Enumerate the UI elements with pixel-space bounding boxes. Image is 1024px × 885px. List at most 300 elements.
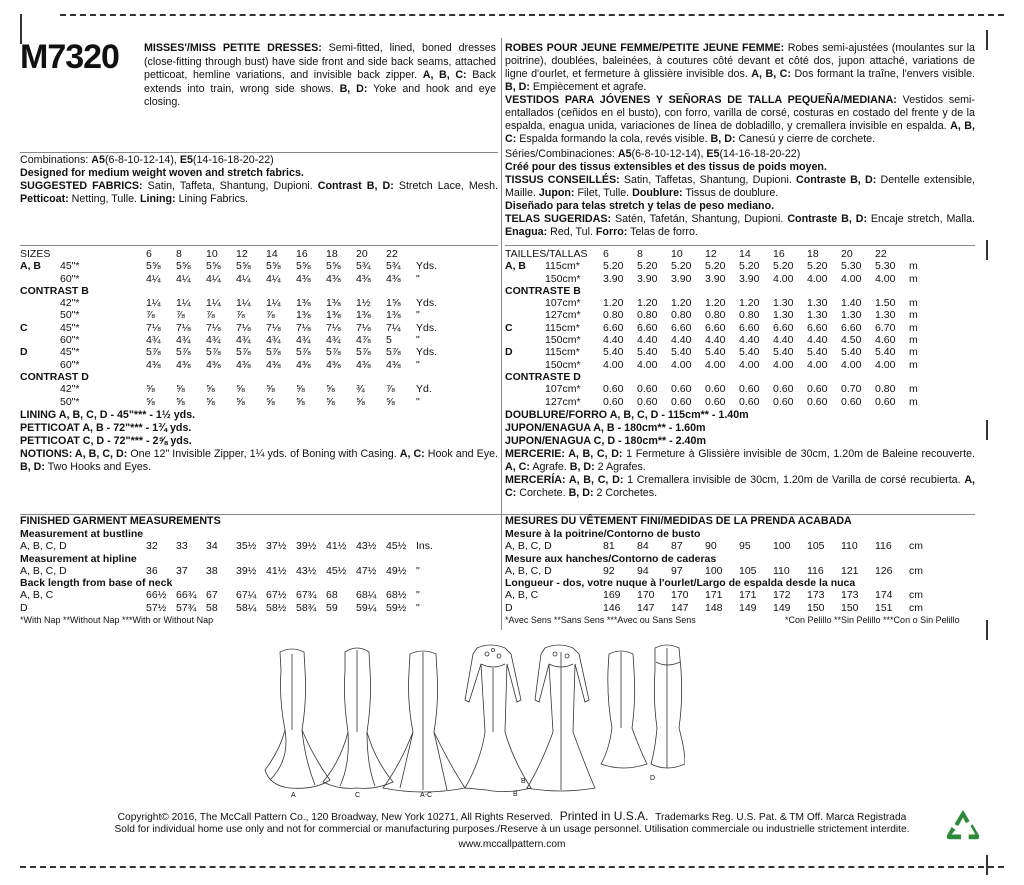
unit-cell: cm bbox=[909, 589, 923, 602]
unit-cell: m bbox=[909, 309, 918, 322]
yardage-row bbox=[505, 273, 933, 285]
petticoat-yardage: PETTICOAT C, D - 72"*** - 2⅝ yds. bbox=[20, 434, 192, 447]
yardage-value: 0.60 bbox=[671, 383, 692, 396]
view-cell: C bbox=[505, 321, 513, 334]
size-header: 6 bbox=[146, 248, 152, 260]
unit-cell: " bbox=[416, 334, 420, 347]
unit-cell: Yds. bbox=[416, 346, 438, 359]
fabric-text: Satin, Taffetas, Shantung, Dupioni. bbox=[619, 174, 796, 186]
yardage-value: 5.40 bbox=[739, 346, 760, 359]
unit-cell: " bbox=[416, 564, 420, 577]
measurement-value: 33 bbox=[176, 540, 188, 553]
fabric-label: Jupon: bbox=[538, 187, 575, 199]
group-title: CONTRAST D bbox=[20, 370, 89, 383]
column-divider bbox=[501, 38, 502, 630]
dress-illustrations bbox=[255, 640, 685, 800]
yardage-value: 3.90 bbox=[637, 272, 658, 285]
yardage-value: 7⅛ bbox=[326, 321, 341, 334]
yardage-value: 4¾ bbox=[236, 334, 251, 347]
yardage-value: 1.30 bbox=[841, 309, 862, 322]
measurement-value: 170 bbox=[637, 589, 655, 602]
yardage-value: 4.00 bbox=[875, 358, 896, 371]
fabric-width: 127cm* bbox=[545, 395, 581, 408]
dress-view-d-back bbox=[651, 645, 685, 768]
measurement-value: 57½ bbox=[146, 601, 167, 614]
view-cell bbox=[20, 297, 60, 309]
view-text: Espalda formando la cola, revés visible. bbox=[516, 133, 711, 145]
view-cell bbox=[505, 273, 545, 285]
yardage-row bbox=[20, 273, 446, 285]
measurement-title: Back length from base of neck bbox=[20, 577, 173, 590]
measurement-value: 151 bbox=[875, 601, 893, 614]
yardage-value: 5⅞ bbox=[296, 346, 311, 359]
section-divider bbox=[20, 245, 498, 246]
fabric-label: Doublure: bbox=[632, 187, 683, 199]
yardage-value: 5.20 bbox=[705, 260, 726, 273]
yardage-value: 5.40 bbox=[841, 346, 862, 359]
yardage-value: ⅝ bbox=[236, 383, 245, 396]
combo-code: A5 bbox=[91, 154, 105, 166]
yardage-value: 0.60 bbox=[841, 395, 862, 408]
size-header: 14 bbox=[266, 248, 278, 260]
yardage-value: 0.80 bbox=[875, 383, 896, 396]
measurement-value: 121 bbox=[841, 564, 859, 577]
fabric-text: Filet, Tulle. bbox=[574, 187, 633, 199]
yardage-value: 1½ bbox=[356, 297, 371, 310]
printed-in: Printed in U.S.A. bbox=[559, 809, 649, 823]
figure-label: B bbox=[521, 778, 526, 785]
notions-text: 1 Fermeture à Glissière invisible de 30cm, 1.20m de Baleine recouverte. bbox=[622, 447, 975, 460]
yardage-value: 4¼ bbox=[236, 272, 251, 285]
yardage-value: 1⅜ bbox=[326, 309, 341, 322]
yardage-value: 3.90 bbox=[739, 272, 760, 285]
measurement-value: 45½ bbox=[326, 564, 347, 577]
fabric-text: Satin, Taffeta, Shantung, Dupioni. bbox=[142, 180, 318, 192]
yardage-value: 4⅜ bbox=[206, 358, 221, 371]
combinations-label: Séries/Combinaciones: bbox=[505, 148, 618, 160]
view-cell: A, B, C, D bbox=[20, 564, 67, 577]
measurement-value: 67¼ bbox=[236, 589, 257, 602]
group-row bbox=[505, 371, 933, 383]
yardage-value: 4.40 bbox=[671, 334, 692, 347]
fabric-width: 60"* bbox=[60, 334, 80, 347]
yardage-value: ⅝ bbox=[176, 395, 185, 408]
yardage-value: 4.00 bbox=[671, 358, 692, 371]
unit-cell: Yds. bbox=[416, 321, 438, 334]
measurement-value: 59½ bbox=[386, 601, 407, 614]
yardage-value: 5.20 bbox=[603, 260, 624, 273]
yardage-value: ⅝ bbox=[206, 395, 215, 408]
yardage-row bbox=[505, 334, 933, 346]
view-cell bbox=[20, 273, 60, 285]
yardage-value: 6.60 bbox=[637, 321, 658, 334]
yardage-value: 5⅞ bbox=[236, 346, 251, 359]
yardage-value: 4.00 bbox=[603, 358, 624, 371]
yardage-value: 1.20 bbox=[637, 297, 658, 310]
fabric-label: Lining: bbox=[140, 193, 176, 205]
figure-label: B bbox=[513, 791, 518, 798]
view-cell bbox=[505, 359, 545, 371]
yardage-value: 5⅝ bbox=[296, 260, 311, 273]
yardage-value: 5⅝ bbox=[206, 260, 221, 273]
yardage-value: 7⅛ bbox=[176, 321, 191, 334]
yardage-value: 4¼ bbox=[146, 272, 161, 285]
yardage-value: 0.80 bbox=[739, 309, 760, 322]
yardage-row bbox=[20, 297, 446, 309]
yardage-value: 5⅞ bbox=[266, 346, 281, 359]
dress-view-b-back bbox=[527, 645, 595, 791]
fabric-text: Netting, Tulle. bbox=[68, 193, 140, 205]
yardage-row bbox=[505, 346, 933, 358]
fabric-width: 115cm* bbox=[545, 321, 580, 334]
yardage-value: 6.60 bbox=[807, 321, 828, 334]
yardage-row bbox=[505, 396, 933, 408]
yardage-value: 0.80 bbox=[637, 309, 658, 322]
yardage-row bbox=[505, 383, 933, 395]
measurement-value: 84 bbox=[637, 540, 649, 553]
yardage-value: 5⅞ bbox=[356, 346, 371, 359]
unit-cell: m bbox=[909, 321, 918, 334]
yardage-value: 5.20 bbox=[671, 260, 692, 273]
measurement-value: 67 bbox=[206, 589, 218, 602]
right-border-mark bbox=[986, 420, 988, 440]
size-header: 8 bbox=[176, 248, 182, 260]
fabric-width: 45"* bbox=[60, 260, 80, 273]
yardage-value: 3.90 bbox=[603, 272, 624, 285]
yardage-value: 4⅜ bbox=[296, 272, 311, 285]
yardage-value: 5⅞ bbox=[206, 346, 221, 359]
view-text: Yoke and hook and eye closing. bbox=[144, 82, 497, 108]
yardage-value: 0.60 bbox=[807, 395, 828, 408]
fabric-text: Stretch Lace, Mesh. bbox=[393, 180, 499, 192]
yardage-value: 1¼ bbox=[176, 297, 191, 310]
measurement-value: 116 bbox=[807, 564, 824, 577]
yardage-value: 1.20 bbox=[603, 297, 624, 310]
yardage-value: ⅝ bbox=[236, 395, 245, 408]
yardage-value: ⅝ bbox=[266, 395, 275, 408]
right-border-mark bbox=[986, 240, 988, 260]
figure-label: C bbox=[355, 792, 361, 799]
yardage-value: 4⅜ bbox=[326, 358, 341, 371]
notions-text: Hook and Eye. bbox=[424, 447, 498, 460]
yardage-value: 1¼ bbox=[236, 297, 251, 310]
fabric-width: 107cm* bbox=[545, 383, 581, 396]
section-divider bbox=[20, 152, 498, 153]
measurement-row bbox=[20, 565, 446, 577]
unit-cell: Yds. bbox=[416, 297, 438, 310]
view-cell bbox=[20, 396, 60, 408]
view-cell: D bbox=[20, 601, 28, 614]
measurement-value: 90 bbox=[705, 540, 717, 553]
measurement-value: 66¾ bbox=[176, 589, 197, 602]
unit-cell: m bbox=[909, 346, 918, 359]
fabric-width: 115cm* bbox=[545, 346, 580, 359]
yardage-value: 5¾ bbox=[386, 260, 401, 273]
view-cell: C bbox=[20, 321, 28, 334]
size-header: 16 bbox=[296, 248, 308, 260]
view-cell: D bbox=[505, 346, 513, 359]
description-text: Vestidos semi-entallados (ceñidos en el busto), con forro, varilla de corsé, costuras en costado del frente y de la espalda, enagua unida, variaciones de línea de dobladillo, y cremallera invisible en espalda. bbox=[505, 94, 975, 132]
view-label: B, D: bbox=[710, 133, 736, 145]
unit-cell: " bbox=[416, 395, 420, 408]
view-cell: A, B, C, D bbox=[505, 540, 552, 553]
measurement-value: 58¾ bbox=[296, 601, 317, 614]
measurement-value: 94 bbox=[637, 564, 649, 577]
yardage-value: 5.40 bbox=[705, 346, 726, 359]
measurement-value: 67¾ bbox=[296, 589, 317, 602]
group-title: CONTRASTE B bbox=[505, 284, 581, 297]
yardage-value: ⅝ bbox=[206, 383, 215, 396]
measurement-row bbox=[505, 540, 933, 552]
view-cell: A, B bbox=[20, 260, 41, 273]
notions-text: 2 Agrafes. bbox=[594, 460, 646, 473]
fabric-width: 150cm* bbox=[545, 272, 581, 285]
measurement-value: 45½ bbox=[386, 540, 407, 553]
measurement-value: 87 bbox=[671, 540, 683, 553]
yardage-value: 4.00 bbox=[773, 272, 794, 285]
unit-cell: cm bbox=[909, 601, 923, 614]
yardage-value: 4.40 bbox=[637, 334, 658, 347]
nap-note: *With Nap **Without Nap ***With or Without Nap bbox=[20, 615, 214, 626]
yardage-value: ⅝ bbox=[296, 383, 305, 396]
view-label: A, B, C: bbox=[751, 68, 791, 80]
dress-view-a bbox=[265, 649, 330, 788]
fabric-label: Contraste B, D: bbox=[787, 213, 868, 225]
view-text: Dos formant la traîne, l'envers visible. bbox=[790, 68, 975, 80]
section-divider bbox=[505, 245, 975, 246]
yardage-value: 5.20 bbox=[773, 260, 794, 273]
measurement-value: 57¾ bbox=[176, 601, 197, 614]
sizes-label: TAILLES/TALLAS bbox=[505, 248, 588, 260]
measurement-row bbox=[505, 589, 933, 601]
yardage-value: 1⅜ bbox=[356, 309, 371, 322]
measurement-value: 116 bbox=[875, 540, 892, 553]
yardage-value: 4¼ bbox=[176, 272, 191, 285]
measurement-value: 147 bbox=[671, 601, 689, 614]
combo-sizes: (14-16-18-20-22) bbox=[192, 154, 274, 166]
measurement-value: 58¼ bbox=[236, 601, 257, 614]
notions-label: NOTIONS: A, B, C, D: bbox=[20, 447, 128, 460]
size-header: 8 bbox=[637, 248, 643, 260]
measurement-value: 67½ bbox=[266, 589, 287, 602]
measurement-title-row bbox=[20, 577, 446, 589]
measurement-value: 35½ bbox=[236, 540, 257, 553]
fabric-width: 60"* bbox=[60, 272, 80, 285]
yardage-value: 4¾ bbox=[206, 334, 221, 347]
fabric-text: Red, Tul. bbox=[547, 226, 596, 238]
bottom-cut-line bbox=[20, 866, 1004, 868]
yardage-value: 5⅞ bbox=[176, 346, 191, 359]
measurement-title: Mesure aux hanches/Contorno de caderas bbox=[505, 552, 717, 565]
yardage-value: 1¼ bbox=[266, 297, 281, 310]
yardage-value: 5.20 bbox=[637, 260, 658, 273]
yardage-value: 1⅝ bbox=[386, 297, 401, 310]
measurement-value: 146 bbox=[603, 601, 621, 614]
yardage-value: 4¼ bbox=[266, 272, 281, 285]
yardage-table bbox=[20, 248, 446, 408]
yardage-value: 6.60 bbox=[841, 321, 862, 334]
yardage-value: 4.00 bbox=[841, 272, 862, 285]
yardage-value: 1.30 bbox=[773, 309, 794, 322]
view-cell bbox=[20, 309, 60, 321]
yardage-value: ⅝ bbox=[386, 395, 395, 408]
view-cell: A, B, C bbox=[20, 589, 54, 602]
yardage-row bbox=[20, 260, 446, 272]
yardage-value: 5⅝ bbox=[266, 260, 281, 273]
measurement-value: 41½ bbox=[266, 564, 287, 577]
view-cell bbox=[505, 383, 545, 395]
yardage-value: 5⅞ bbox=[386, 346, 401, 359]
measurement-row bbox=[505, 602, 933, 614]
measurement-title-row bbox=[505, 528, 933, 540]
dress-view-ac-back bbox=[383, 651, 465, 792]
yardage-value: ⅝ bbox=[326, 383, 335, 396]
yardage-value: 4.40 bbox=[773, 334, 794, 347]
fabric-width: 60"* bbox=[60, 358, 80, 371]
measurement-value: 58½ bbox=[266, 601, 287, 614]
measurement-row bbox=[20, 589, 446, 601]
view-text: Back extends into train, wrong side shows. bbox=[144, 69, 496, 95]
fabric-width: 115cm* bbox=[545, 260, 580, 273]
nap-note: *Con Pelillo **Sin Pelillo ***Con o Sin Pelillo bbox=[785, 615, 960, 626]
measurement-value: 36 bbox=[146, 564, 158, 577]
notions-label: B, D: bbox=[20, 460, 45, 473]
fabric-text: Satén, Tafetán, Shantung, Dupioni. bbox=[611, 213, 788, 225]
fabric-width: 42"* bbox=[60, 383, 80, 396]
yardage-value: 4¾ bbox=[146, 334, 161, 347]
yardage-value: 7⅛ bbox=[356, 321, 371, 334]
description-title: MISSES'/MISS PETITE DRESSES: bbox=[144, 42, 322, 54]
measurement-value: 37 bbox=[176, 564, 188, 577]
notions-label: MERCERIE: A, B, C, D: bbox=[505, 447, 623, 460]
yardage-value: 5⅞ bbox=[146, 346, 161, 359]
yardage-value: 1⅜ bbox=[326, 297, 341, 310]
yardage-row bbox=[20, 309, 446, 321]
fabric-text: Encaje stretch, Malla. bbox=[867, 213, 975, 225]
fabric-width: 50"* bbox=[60, 395, 80, 408]
yardage-value: 4⅜ bbox=[236, 358, 251, 371]
view-cell: D bbox=[20, 346, 28, 359]
measurement-value: 150 bbox=[807, 601, 825, 614]
yardage-value: ⅞ bbox=[176, 309, 185, 322]
measurement-title: Measurement at bustline bbox=[20, 528, 144, 540]
size-header: 20 bbox=[356, 248, 368, 260]
yardage-row bbox=[20, 346, 446, 358]
yardage-value: 5⅞ bbox=[326, 346, 341, 359]
petticoat-yardage: JUPON/ENAGUA C, D - 180cm** - 2.40m bbox=[505, 434, 706, 447]
yardage-value: 5 bbox=[386, 334, 392, 347]
designed-for: Diseñado para telas stretch y telas de peso mediano. bbox=[505, 200, 775, 212]
view-cell bbox=[505, 334, 545, 346]
measurement-value: 43½ bbox=[296, 564, 317, 577]
yardage-value: 1.20 bbox=[705, 297, 726, 310]
measurement-title-row bbox=[505, 553, 933, 565]
yardage-value: 1¼ bbox=[206, 297, 221, 310]
size-header: 10 bbox=[671, 248, 683, 260]
measurement-value: 110 bbox=[841, 540, 858, 553]
yardage-row bbox=[20, 322, 446, 334]
fabric-label: TELAS SUGERIDAS: bbox=[505, 213, 612, 225]
metric-yardage-table bbox=[505, 248, 933, 408]
notions-text: Corchete. bbox=[516, 486, 569, 499]
fabric-info-en bbox=[20, 154, 498, 206]
view-cell bbox=[505, 297, 545, 309]
measurement-title: Mesure à la poitrine/Contorno de busto bbox=[505, 528, 701, 540]
yardage-value: 1¼ bbox=[146, 297, 161, 310]
notions-label: B, D: bbox=[568, 486, 594, 499]
measurement-value: 92 bbox=[603, 564, 615, 577]
yardage-value: 4.00 bbox=[705, 358, 726, 371]
yardage-value: 4⅜ bbox=[326, 272, 341, 285]
measurement-value: 43½ bbox=[356, 540, 377, 553]
measurement-value: 173 bbox=[807, 589, 825, 602]
yardage-row bbox=[505, 322, 933, 334]
petticoat-yardage: PETTICOAT A, B - 72"*** - 1¾ yds. bbox=[20, 421, 192, 434]
yardage-value: 1.20 bbox=[671, 297, 692, 310]
measurement-value: 66½ bbox=[146, 589, 167, 602]
yardage-value: ¾ bbox=[356, 383, 365, 396]
measurement-value: 39½ bbox=[296, 540, 317, 553]
yardage-row bbox=[20, 359, 446, 371]
size-header: 18 bbox=[807, 248, 819, 260]
measurement-value: 37½ bbox=[266, 540, 287, 553]
view-cell bbox=[20, 334, 60, 346]
recycle-icon bbox=[944, 808, 982, 844]
yardage-table-en bbox=[20, 248, 498, 474]
measurement-title-row bbox=[20, 553, 446, 565]
yardage-value: 0.60 bbox=[773, 383, 794, 396]
group-row bbox=[20, 371, 446, 383]
trademarks: Trademarks Reg. U.S. Pat. & TM Off. Marca Registrada bbox=[655, 812, 907, 823]
fabric-text: Lining Fabrics. bbox=[175, 193, 249, 205]
measurement-title: Measurement at hipline bbox=[20, 552, 137, 565]
fabric-label: SUGGESTED FABRICS: bbox=[20, 180, 143, 192]
view-cell bbox=[20, 383, 60, 395]
yardage-value: 7⅛ bbox=[206, 321, 221, 334]
size-header: 16 bbox=[773, 248, 785, 260]
yardage-row bbox=[505, 260, 933, 272]
view-text: Canesú y cierre de corchete. bbox=[735, 133, 876, 145]
group-row bbox=[505, 285, 933, 297]
measurement-value: 59¼ bbox=[356, 601, 377, 614]
measurement-row bbox=[505, 565, 933, 577]
combo-code: E5 bbox=[179, 154, 193, 166]
yardage-value: ⅞ bbox=[206, 309, 215, 322]
dress-view-d bbox=[601, 651, 647, 768]
unit-cell: m bbox=[909, 358, 918, 371]
yardage-value: ⅝ bbox=[176, 383, 185, 396]
fabric-width: 150cm* bbox=[545, 358, 581, 371]
yardage-value: 5.20 bbox=[739, 260, 760, 273]
website: www.mccallpattern.com bbox=[458, 839, 566, 850]
yardage-value: 0.80 bbox=[603, 309, 624, 322]
yardage-value: 4¾ bbox=[266, 334, 281, 347]
fabric-label: Enagua: bbox=[505, 226, 548, 238]
notions-label: B, D: bbox=[569, 460, 595, 473]
combinations-label: Combinations: bbox=[20, 154, 92, 166]
yardage-value: 4.00 bbox=[773, 358, 794, 371]
size-header: 6 bbox=[603, 248, 609, 260]
unit-cell: " bbox=[416, 589, 420, 602]
yardage-value: ⅞ bbox=[266, 309, 275, 322]
view-cell: A, B bbox=[505, 260, 526, 273]
combo-code: E5 bbox=[706, 148, 720, 160]
yardage-value: ⅝ bbox=[146, 395, 155, 408]
yardage-value: 0.60 bbox=[637, 383, 658, 396]
unit-header bbox=[416, 248, 446, 260]
yardage-value: 5.40 bbox=[773, 346, 794, 359]
yardage-value: 4⅜ bbox=[386, 358, 401, 371]
